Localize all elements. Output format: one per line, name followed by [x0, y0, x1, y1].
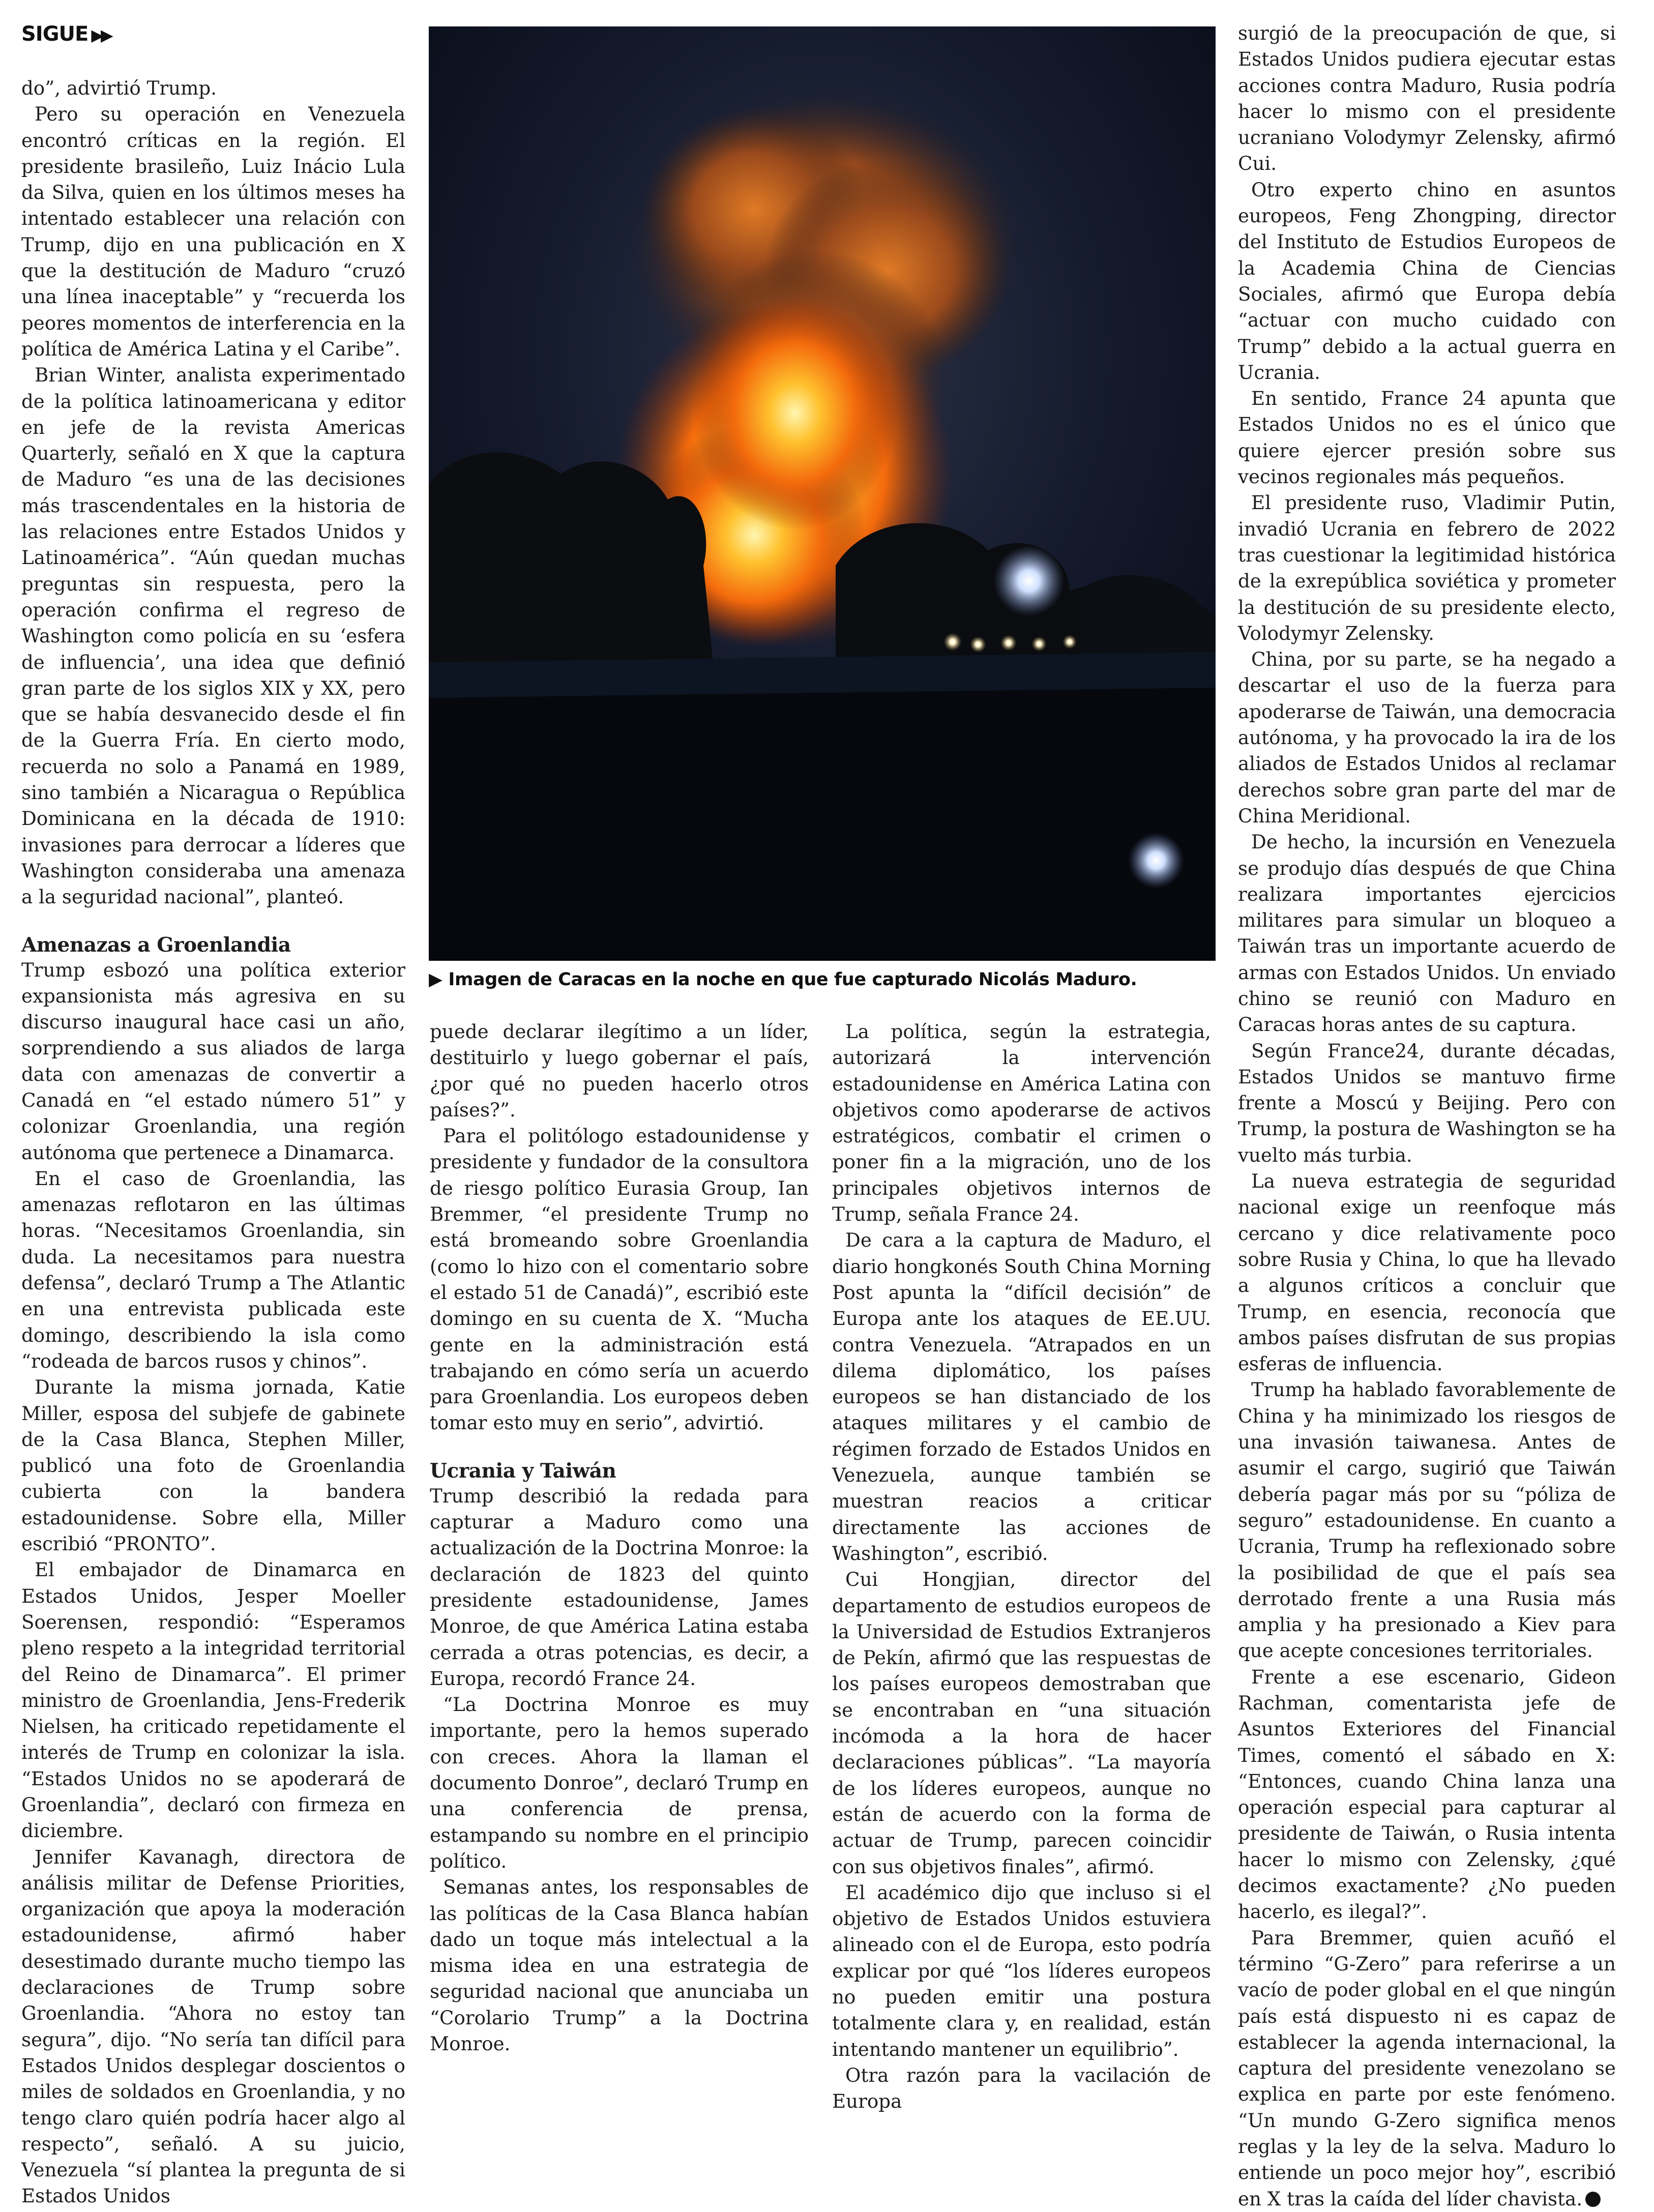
double-arrow-icon: ▶▶: [91, 25, 110, 45]
end-of-article-icon: [1585, 2192, 1601, 2207]
paragraph: “La Doctrina Monroe es muy importante, pero la hemos superado con creces. Ahora la llaman el documento Donroe”, declaró Trump en una conferencia de prensa, estampando su nombre en el principio político.: [430, 1693, 809, 1872]
paragraph-final: [1238, 1925, 1616, 2212]
paragraph: Brian Winter, analista experimentado de la política latinoamericana y editor en jefe de la revista Americas Quarterly, señaló en X que la captura de Maduro “es una de las decisiones más trascendentales en la historia de las relaciones entre Estados Unidos y Latinoamérica”. “Aún quedan muchas preguntas sin respuesta, pero la operación confirma el regreso de Washington como policía en su ‘esfera de influencia’, una idea que definió gran parte de los siglos XIX y XX, pero que se había desvanecido desde el fin de la Guerra Fría. En cierto modo, recuerda no solo a Panamá en 1989, sino también a Nicaragua o República Dominicana en la década de 1910: invasiones para derrocar a líderes que Washington consideraba una amenaza a la seguridad nacional”, planteó.: [21, 364, 405, 908]
paragraph: Pero su operación en Venezuela encontró críticas en la región. El presidente brasileño, Luiz Inácio Lula da Silva, quien en los últimos meses ha intentado establecer una relación con Trump, dijo en una publicación en X que la destitución de Maduro “cruzó una línea inaceptable” y “recuerda los peores momentos de interferencia en la política de América Latina y el Caribe”.: [21, 103, 405, 360]
fire-explosion-night-photo-icon: [429, 26, 1216, 961]
paragraph: Otro experto chino en asuntos europeos, Feng Zhongping, director del Instituto de Estudios Europeos de la Academia China de Ciencias Sociales, afirmó que Europa debía “actuar con mucho cuidado con Trump” debido a la actual guerra en Ucrania.: [1238, 178, 1616, 384]
caption-text: Imagen de Caracas en la noche en que fue capturado Nicolás Maduro.: [448, 969, 1137, 990]
caption-marker-icon: ▶: [429, 969, 442, 990]
section-heading-ucrania-taiwan: Ucrania y Taiwán: [430, 1459, 616, 1483]
section-heading-groenlandia: Amenazas a Groenlandia: [21, 933, 291, 957]
paragraph: Cui Hongjian, director del departamento de estudios europeos de la Universidad de Estudios Extranjeros de Pekín, afirmó que las respuestas de los países europeos demostraban que se encontraban en “una situación incómoda a la hora de hacer declaraciones públicas”. “La mayoría de los líderes europeos, aunque no están de acuerdo con la forma de actuar de Trump, parecen coincidir con sus objetivos finales”, afirmó.: [832, 1568, 1211, 1878]
continued-label: [21, 22, 110, 46]
paragraph: Según France24, durante décadas, Estados Unidos se mantuvo firme frente a Moscú y Beijing. Pero con Trump, la postura de Washington se ha vuelto más turbia.: [1238, 1039, 1616, 1166]
article-column-4: [1238, 20, 1616, 2212]
paragraph: puede declarar ilegítimo a un líder, destituirlo y luego gobernar el país, ¿por qué no pueden hacerlo otros países?”.: [430, 1020, 809, 1121]
paragraph: En el caso de Groenlandia, las amenazas reflotaron en las últimas horas. “Necesitamos Groenlandia, sin duda. La necesitamos para nuestra defensa”, declaró Trump a The Atlantic en una entrevista publicada este domingo, describiendo la isla como “rodeada de barcos rusos y chinos”.: [21, 1167, 405, 1372]
paragraph: Otra razón para la vacilación de Europa: [832, 2063, 1211, 2113]
paragraph: Trump describió la redada para capturar a Maduro como una actualización de la Doctrina Monroe: la declaración de 1823 del quinto presidente estadounidense, James Monroe, de que América Latina estaba cerrada a otras potencias, es decir, a Europa, recordó France 24.: [430, 1484, 809, 1690]
paragraph: Para el politólogo estadounidense y presidente y fundador de la consultora de riesgo político Eurasia Group, Ian Bremmer, “el presidente Trump no está bromeando sobre Groenlandia (como lo hizo con el comentario sobre el estado 51 de Canadá)”, escribió este domingo en su cuenta de X. “Mucha gente en la administración está trabajando en cómo sería un acuerdo para Groenlandia. Los europeos deben tomar esto muy en serio”, advirtió.: [430, 1125, 809, 1434]
caracas-night-fire-photo: [429, 26, 1216, 961]
paragraph: En sentido, France 24 apunta que Estados Unidos no es el único que quiere ejercer presión sobre sus vecinos regionales más pequeños.: [1238, 387, 1616, 488]
article-column-1: [21, 75, 405, 2209]
paragraph: do”, advirtió Trump.: [21, 77, 217, 99]
photo-caption: [429, 969, 1216, 990]
paragraph: Frente a ese escenario, Gideon Rachman, comentarista jefe de Asuntos Exteriores del Financial Times, comentó el sábado en X: “Entonces, cuando China lanza una operación especial para capturar al presidente de Taiwán, o Rusia intenta hacer lo mismo con Zelensky, ¿qué decimos exactamente? ¿No pueden hacerlo, es ilegal?”.: [1238, 1665, 1616, 1923]
paragraph: La política, según la estrategia, autorizará la intervención estadounidense en América Latina con objetivos como apoderarse de activos estratégicos, combatir el crimen o poner fin a la migración, uno de los principales objetivos internos de Trump, señala France 24.: [832, 1020, 1211, 1226]
paragraph: El embajador de Dinamarca en Estados Unidos, Jesper Moeller Soerensen, respondió: “Esperamos pleno respeto a la integridad territorial del Reino de Dinamarca”. El primer ministro de Groenlandia, Jens-Frederik Nielsen, ha criticado repetidamente el interés de Trump en colonizar la isla. “Estados Unidos no se apoderará de Groenlandia”, declaró con firmeza en diciembre.: [21, 1558, 405, 1842]
article-column-2: [430, 1019, 809, 2057]
paragraph: El académico dijo que incluso si el objetivo de Estados Unidos estuviera alineado con el de Europa, esto podría explicar por qué “los líderes europeos no pueden emitir una postura totalmente clara y, en realidad, están intentando mantener un equilibrio”.: [832, 1881, 1211, 2060]
paragraph: Trump ha hablado favorablemente de China y ha minimizado los riesgos de una invasión taiwanesa. Antes de asumir el cargo, sugirió que Taiwán debería pagar más por su “póliza de seguro” estadounidense. En cuanto a Ucrania, Trump ha reflexionado sobre la posibilidad de que el país sea derrotado frente a una Rusia más amplia y ha presionado a Kiev para que acepte concesiones territoriales.: [1238, 1378, 1616, 1662]
article-column-3: [832, 1019, 1211, 2114]
paragraph: De cara a la captura de Maduro, el diario hongkonés South China Morning Post apunta la “difícil decisión” de Europa ante los ataques de EE.UU. contra Venezuela. “Atrapados en un dilema diplomático, los países europeos se han distanciado de los ataques militares y el cambio de régimen forzado de Estados Unidos en Venezuela, aunque también se muestran reacios a criticar directamente las acciones de Washington”, escribió.: [832, 1229, 1211, 1565]
paragraph: La nueva estrategia de seguridad nacional exige un reenfoque más cercano y dice relativamente poco sobre Rusia y China, lo que ha llevado a algunos críticos a concluir que Trump, en esencia, reconocía que ambos países disfrutan de sus propias esferas de influencia.: [1238, 1170, 1616, 1375]
final-paragraph-text: Para Bremmer, quien acuñó el término “G-Zero” para referirse a un vacío de poder global en el que ningún país está dispuesto ni es capaz de establecer la agenda internacional, la captura del presidente venezolano se explica en parte por este fenómeno. “Un mundo G-Zero significa menos reglas y la ley de la selva. Maduro lo entiende un poco mejor hoy”, escribió en X tras la caída del líder chavista.: [1238, 1926, 1616, 2210]
paragraph: Durante la misma jornada, Katie Miller, esposa del subjefe de gabinete de la Casa Blanca, Stephen Miller, publicó una foto de Groenlandia cubierta con la bandera estadounidense. Sobre ella, Miller escribió “PRONTO”.: [21, 1376, 405, 1555]
paragraph: China, por su parte, se ha negado a descartar el uso de la fuerza para apoderarse de Taiwán, una democracia autónoma, y ha provocado la ira de los aliados de Estados Unidos al reclamar derechos sobre gran parte del mar de China Meridional.: [1238, 648, 1616, 827]
paragraph: Jennifer Kavanagh, directora de análisis militar de Defense Priorities, organización que apoya la moderación estadounidense, afirmó haber desestimado durante mucho tiempo las declaraciones de Trump sobre Groenlandia. “Ahora no estoy tan segura”, dijo. “No sería tan difícil para Estados Unidos desplegar doscientos o miles de soldados en Groenlandia, y no tengo claro quién podría hacer algo al respecto”, señaló. A su juicio, Venezuela “sí plantea la pregunta de si Estados Unidos: [21, 1845, 405, 2207]
paragraph: surgió de la preocupación de que, si Estados Unidos pudiera ejecutar estas acciones contra Maduro, Rusia podría hacer lo mismo con el presidente ucraniano Volodymyr Zelensky, afirmó Cui.: [1238, 22, 1616, 175]
paragraph: De hecho, la incursión en Venezuela se produjo días después de que China realizara importantes ejercicios militares para simular un bloqueo a Taiwán tras un importante acuerdo de armas con Estados Unidos. Un enviado chino se reunió con Maduro en Caracas horas antes de su captura.: [1238, 831, 1616, 1036]
paragraph: El presidente ruso, Vladimir Putin, invadió Ucrania en febrero de 2022 tras cuestionar la legitimidad histórica de la exrepública soviética y prometer la destitución de su presidente electo, Volodymyr Zelensky.: [1238, 491, 1616, 644]
paragraph: Semanas antes, los responsables de las políticas de la Casa Blanca habían dado un toque más intelectual a la misma idea en una estrategia de seguridad nacional que anunciaba un “Corolario Trump” a la Doctrina Monroe.: [430, 1876, 809, 2055]
sigue-text: SIGUE: [21, 22, 88, 46]
paragraph: Trump esbozó una política exterior expansionista más agresiva en su discurso inaugural hace casi un año, sorprendiendo a sus aliados de larga data con amenazas de convertir a Canadá en “el estado número 51” y colonizar Groenlandia, una región autónoma que pertenece a Dinamarca.: [21, 958, 405, 1164]
